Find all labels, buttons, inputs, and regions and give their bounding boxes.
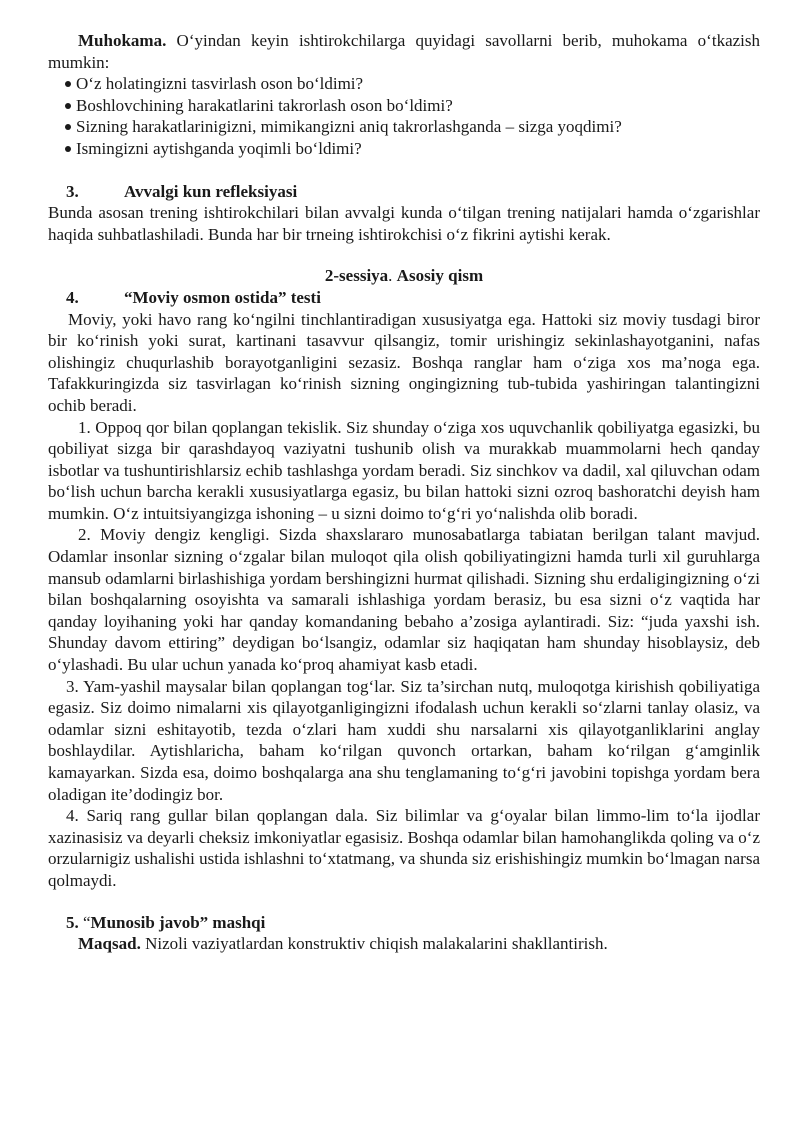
section-3-text: Bunda asosan trening ishtirokchilari bilan avvalgi kunda o‘tilgan trening natijalari hamda o‘zgarishlar haqida suhbatlashiladi. Bunda har bir trneing ishtirokchisi o‘z fikrini aytishi kerak.	[48, 203, 760, 244]
test-result-item: 3. Yam-yashil maysalar bilan qoplangan tog‘lar. Siz ta’sirchan nutq, muloqotga kirishish qobiliyatiga egasiz. Siz doimo nimalarni xis qilayotganligingizni ifodalash uchun kerakli so‘zlarni tanlay olasiz, va odamlar sizni eshitayotib, tezda o‘zlari ham xuddi shu narsalarni xis qilayotganliklarini anglay boshlaydilar. Aytishlaricha, baham ko‘rilgan quvonch ortarkan, baham ko‘rilgan g‘amginlik kamayarkan. Sizda esa, doimo boshqalarga ana shu tenglamaning to‘g‘ri javobini topishga yordam bera oladigan ite’dodingiz bor.	[48, 676, 760, 804]
section-number: 4.	[66, 287, 79, 307]
section-4-intro: Moviy, yoki havo rang ko‘ngilni tinchlantiradigan xususiyatga ega. Hattoki siz moviy tusdagi biror bir ko‘rinish yoki surat, kartinani tasavvur qilsangiz, tomir urishingiz sekinlashayotganini, nafas olishingiz chuqurlashib borayotganligini sezasiz. Boshqa ranglar ham o‘ziga xos ma’noga ega. Tafakkuringizda siz tasvirlagan ko‘rinish sizning ongingizning tub-tubida yashiringan talantingizni ochib beradi.	[48, 309, 760, 415]
question-list	[48, 73, 760, 159]
section-3-heading	[48, 181, 760, 203]
section-title: Munosib javob” mashqi	[90, 912, 266, 932]
session-number: 2-sessiya	[324, 266, 389, 286]
section-5-heading	[48, 912, 760, 934]
session-heading	[48, 265, 760, 287]
goal-label: Maqsad.	[78, 934, 141, 954]
test-result-item: 4. Sariq rang gullar bilan qoplangan dala. Siz bilimlar va g‘oyalar bilan limmo-lim to‘la ijodlar xazinasisiz va deyarli cheksiz imkoniyatlar egasisiz. Boshqa odamlar bilan hamohanglikda qoling va o‘z orzularnigiz ushalishi ustida ishlashni to‘xtatmang, va shunda siz erishishingiz mumkin bo‘lmagan narsa qolmaydi.	[48, 806, 760, 890]
list-item: Sizning harakatlarinigizni, mimikangizni aniq takrorlashganda – sizga yoqdimi?	[64, 116, 760, 138]
goal-text: Nizoli vaziyatlardan konstruktiv chiqish malakalarini shakllantirish.	[140, 934, 608, 954]
section-number: 3.	[66, 181, 79, 201]
section-title: “Moviy osmon ostida” testi	[124, 287, 321, 307]
section-title: Avvalgi kun refleksiyasi	[124, 181, 298, 201]
list-item: Ismingizni aytishganda yoqimli bo‘ldimi?	[64, 138, 760, 160]
discussion-paragraph	[48, 30, 760, 73]
document-page	[48, 30, 760, 955]
discussion-text: O‘yindan keyin ishtirokchilarga quyidagi savollarni berib, muhokama o‘tkazish mumkin:	[48, 31, 760, 72]
test-result-item: 1. Oppoq qor bilan qoplangan tekislik. Siz shunday o‘ziga xos uquvchanlik qobiliyatga egasizki, bu qobiliyat sizga bir qarashdayoq vaziyatni tushunib olish va murakkab muammolarni hech qanday isbotlar va tushuntirishlarsiz echib tashlashga yordam beradi. Siz sinchkov va dadil, xal qiluvchan odam bo‘lish uchun barcha kerakli xususiyatlarga egasiz, bu bilan hattoki sizni ozroq bashoratchi deyish ham mumkin. O‘z intuitsiyangizga ishoning – u sizni doimo to‘g‘ri yo‘nalishda olib boradi.	[48, 417, 760, 523]
test-result-item: 2. Moviy dengiz kengligi. Sizda shaxslararo munosabatlarga tabiatan berilgan talant mavjud. Odamlar insonlar sizning o‘zgalar bilan muloqot qila olish qobiliyatingizni hamda turli xil guruhlarga mansub odamlarni birlashishiga yordam bershingizni hurmat qilishadi. Sizning shu erdaligingizning o‘zi bilan boshqalarning osoyishta va samarali ishlashiga yordam berasiz, bu esa sizni o‘z vaqtida har qanday loyihaning yoki har qanday komandaning bebaho a’zosiga aylantiradi. Siz: “juda yaxshi ish. Shunday davom ettiring” deydigan bo‘lsangiz, odamlar siz haqiqatan ham shunday hisoblaysiz, deb o‘ylashadi. Bu ular uchun yanada ko‘proq ahamiyat kasb etadi.	[48, 525, 760, 675]
section-number: 5.	[66, 912, 79, 932]
section-title-quote: “	[78, 912, 91, 932]
list-item: Boshlovchining harakatlarini takrorlash oson bo‘ldimi?	[64, 95, 760, 117]
list-item: O‘z holatingizni tasvirlash oson bo‘ldimi?	[64, 73, 760, 95]
session-title: Asosiy qism	[396, 266, 484, 286]
session-separator: .	[388, 266, 397, 286]
goal-paragraph	[48, 933, 760, 955]
section-4-heading	[48, 287, 760, 309]
discussion-label: Muhokama.	[78, 31, 167, 50]
